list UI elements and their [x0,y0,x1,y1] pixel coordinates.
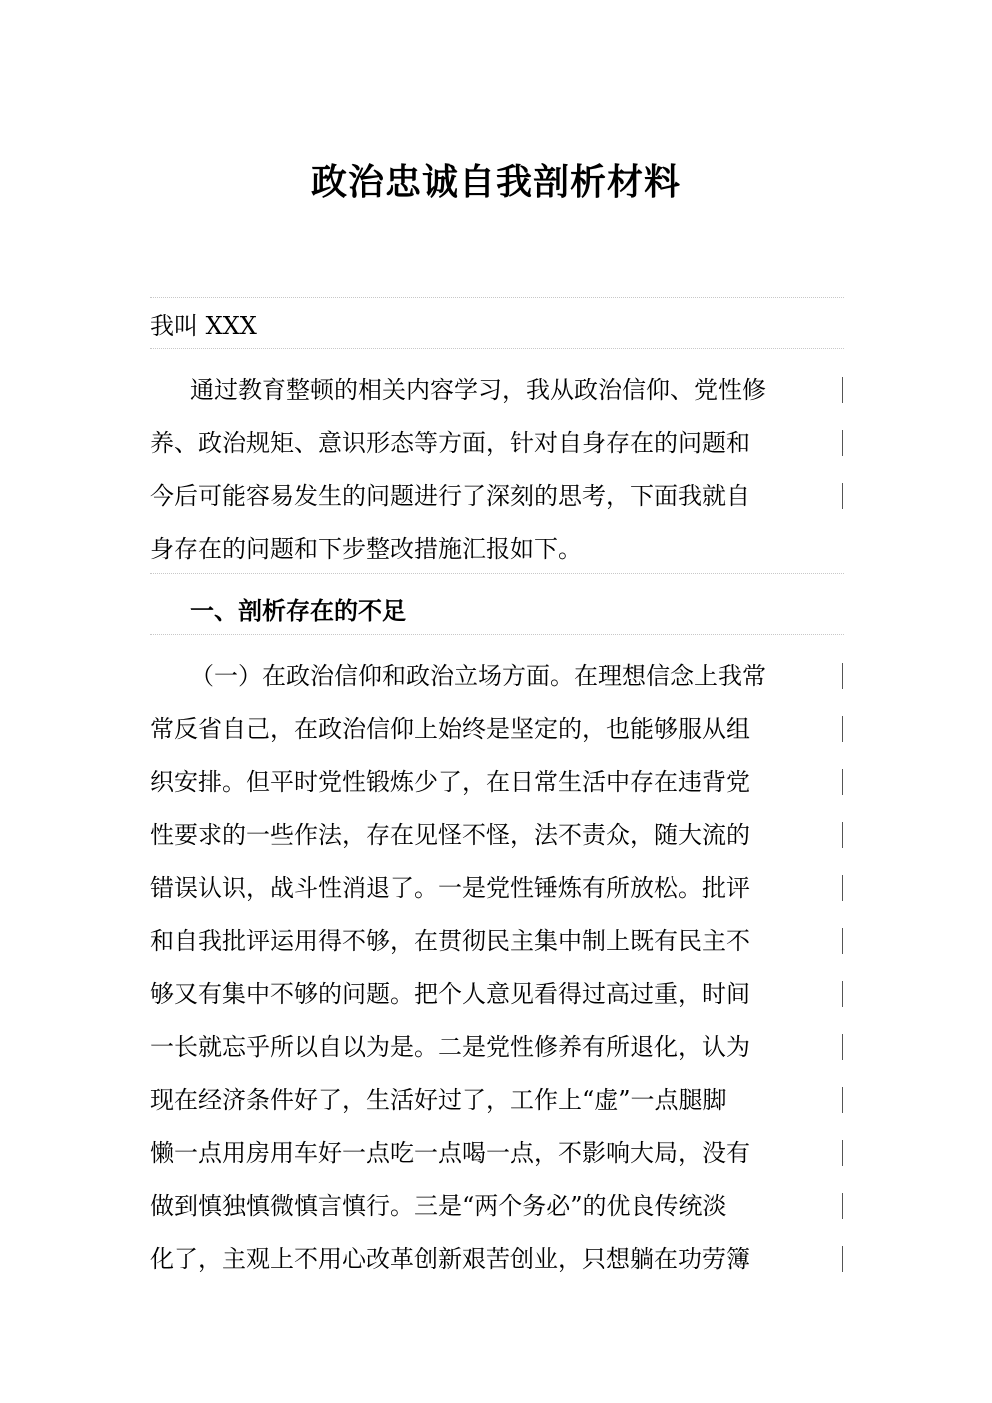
body-line: 现在经济条件好了，生活好过了，工作上“虚”一点腿脚 [150,1086,727,1114]
intro-line: 身存在的问题和下步整改措施汇报如下。 [150,535,582,563]
line-end-mark [842,1246,843,1272]
line-end-mark [842,822,843,848]
paragraph-divider [150,348,844,349]
body-line: 性要求的一些作法，存在见怪不怪，法不责众，随大流的 [150,821,750,849]
line-end-mark [842,875,843,901]
line-end-mark [842,1193,843,1219]
line-end-mark [842,483,843,509]
line-end-mark [842,769,843,795]
line-end-mark [842,716,843,742]
intro-line: 通过教育整顿的相关内容学习，我从政治信仰、党性修 [190,376,766,404]
body-line: 够又有集中不够的问题。把个人意见看得过高过重，时间 [150,980,750,1008]
body-line: 懒一点用房用车好一点吃一点喝一点，不影响大局，没有 [150,1139,750,1167]
line-end-mark [842,1140,843,1166]
line-end-mark [842,377,843,403]
name-line: 我叫 XXX [150,312,257,340]
body-line: 错误认识，战斗性消退了。一是党性锤炼有所放松。批评 [150,874,750,902]
body-line: 一长就忘乎所以自以为是。二是党性修养有所退化，认为 [150,1033,750,1061]
paragraph-divider [150,573,844,574]
body-line: 常反省自己，在政治信仰上始终是坚定的，也能够服从组 [150,715,750,743]
line-end-mark [842,928,843,954]
body-line: （一）在政治信仰和政治立场方面。在理想信念上我常 [190,662,766,690]
body-line: 和自我批评运用得不够，在贯彻民主集中制上既有民主不 [150,927,750,955]
intro-line: 今后可能容易发生的问题进行了深刻的思考，下面我就自 [150,482,750,510]
line-end-mark [842,1034,843,1060]
line-end-mark [842,1087,843,1113]
document-title: 政治忠诚自我剖析材料 [310,161,681,203]
intro-line: 养、政治规矩、意识形态等方面，针对自身存在的问题和 [150,429,750,457]
body-line: 做到慎独慎微慎言慎行。三是“两个务必”的优良传统淡 [150,1192,727,1220]
body-line: 织安排。但平时党性锻炼少了，在日常生活中存在违背党 [150,768,750,796]
paragraph-divider [150,297,844,298]
line-end-mark [842,981,843,1007]
body-line: 化了，主观上不用心改革创新艰苦创业，只想躺在功劳簿 [150,1245,750,1273]
section-heading: 一、剖析存在的不足 [190,596,406,625]
line-end-mark [842,663,843,689]
line-end-mark [842,430,843,456]
paragraph-divider [150,634,844,635]
